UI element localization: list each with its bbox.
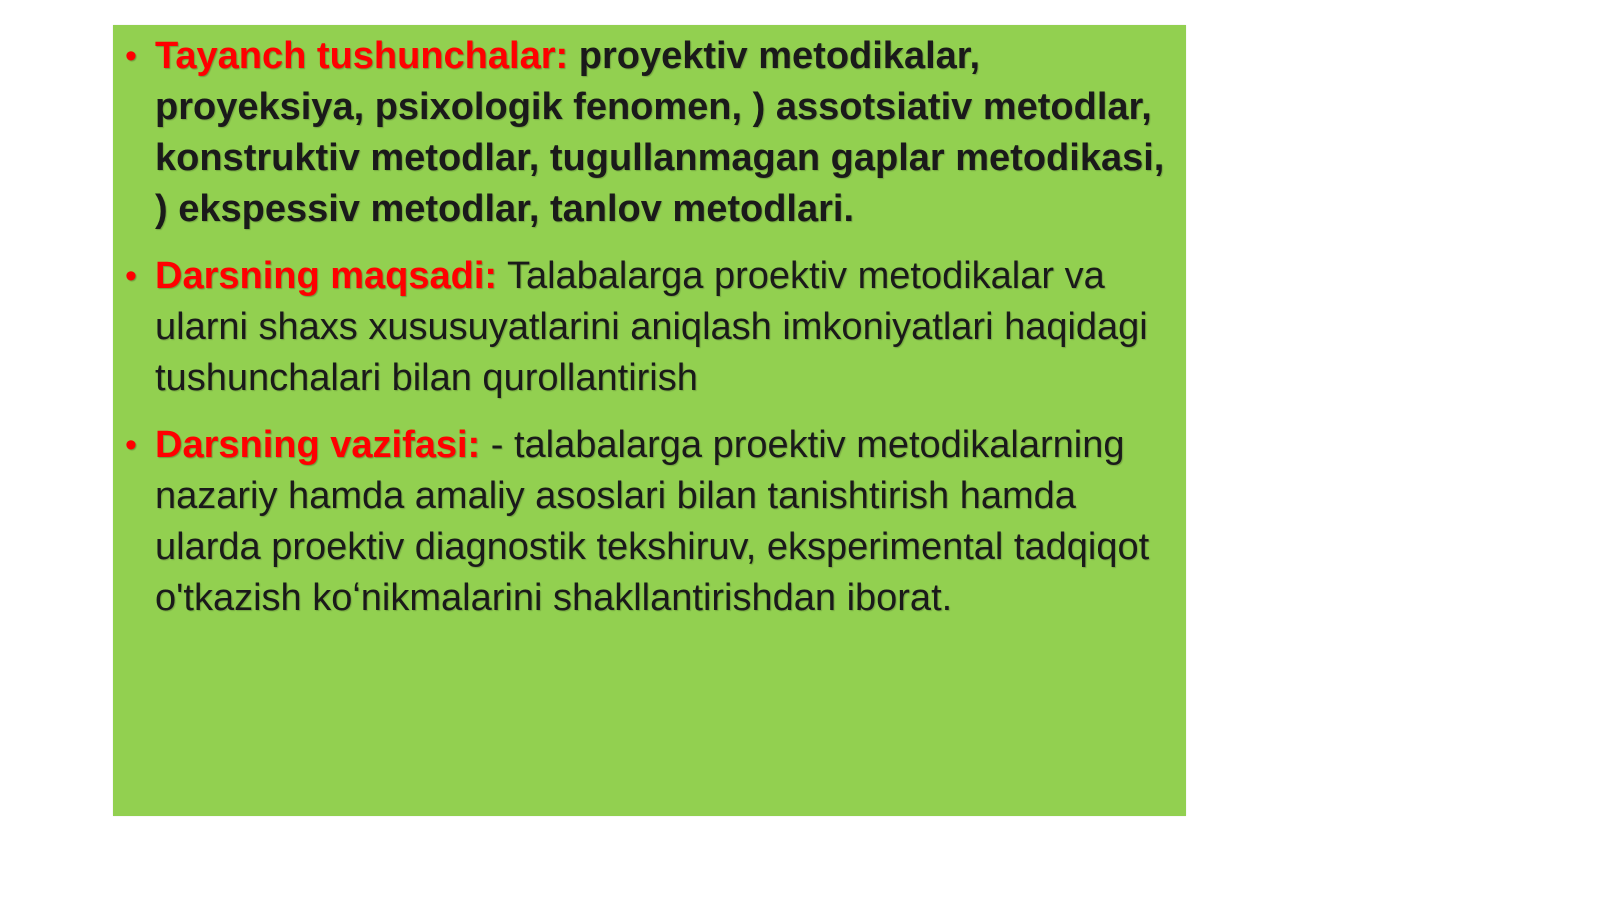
- bullet-body: - talabalarga proektiv metodikalarning nazariy hamda amaliy asoslari bilan tanishtirish hamda ularda proektiv diagnostik tekshiruv, eksperimental tadqiqot o'tkazish koʻnikmalarini shakllantirishdan iborat.: [155, 424, 1150, 619]
- bullet-item-tayanch-tushunchalar: [125, 31, 1170, 235]
- bullet-body: Talabalarga proektiv metodikalar va ularni shaxs xususuyatlarini aniqlash imkoniyatlari haqidagi tushunchalari bilan qurollantirish: [155, 255, 1148, 399]
- bullet-marker: •: [125, 426, 137, 464]
- bullet-heading: Tayanch tushunchalar:: [155, 35, 569, 77]
- bullet-marker: •: [125, 257, 137, 295]
- bullet-item-darsning-vazifasi: [125, 420, 1170, 624]
- bullet-marker: •: [125, 37, 137, 75]
- bullet-list: [125, 31, 1170, 640]
- bullet-heading: Darsning vazifasi:: [155, 424, 481, 466]
- bullet-body: proyektiv metodikalar, proyeksiya, psixologik fenomen, ) assotsiativ metodlar, konstruktiv metodlar, tugullanmagan gaplar metodikasi, ) ekspessiv metodlar, tanlov metodlari.: [155, 35, 1165, 230]
- content-box: [113, 25, 1186, 816]
- bullet-item-darsning-maqsadi: [125, 251, 1170, 404]
- bullet-heading: Darsning maqsadi:: [155, 255, 498, 297]
